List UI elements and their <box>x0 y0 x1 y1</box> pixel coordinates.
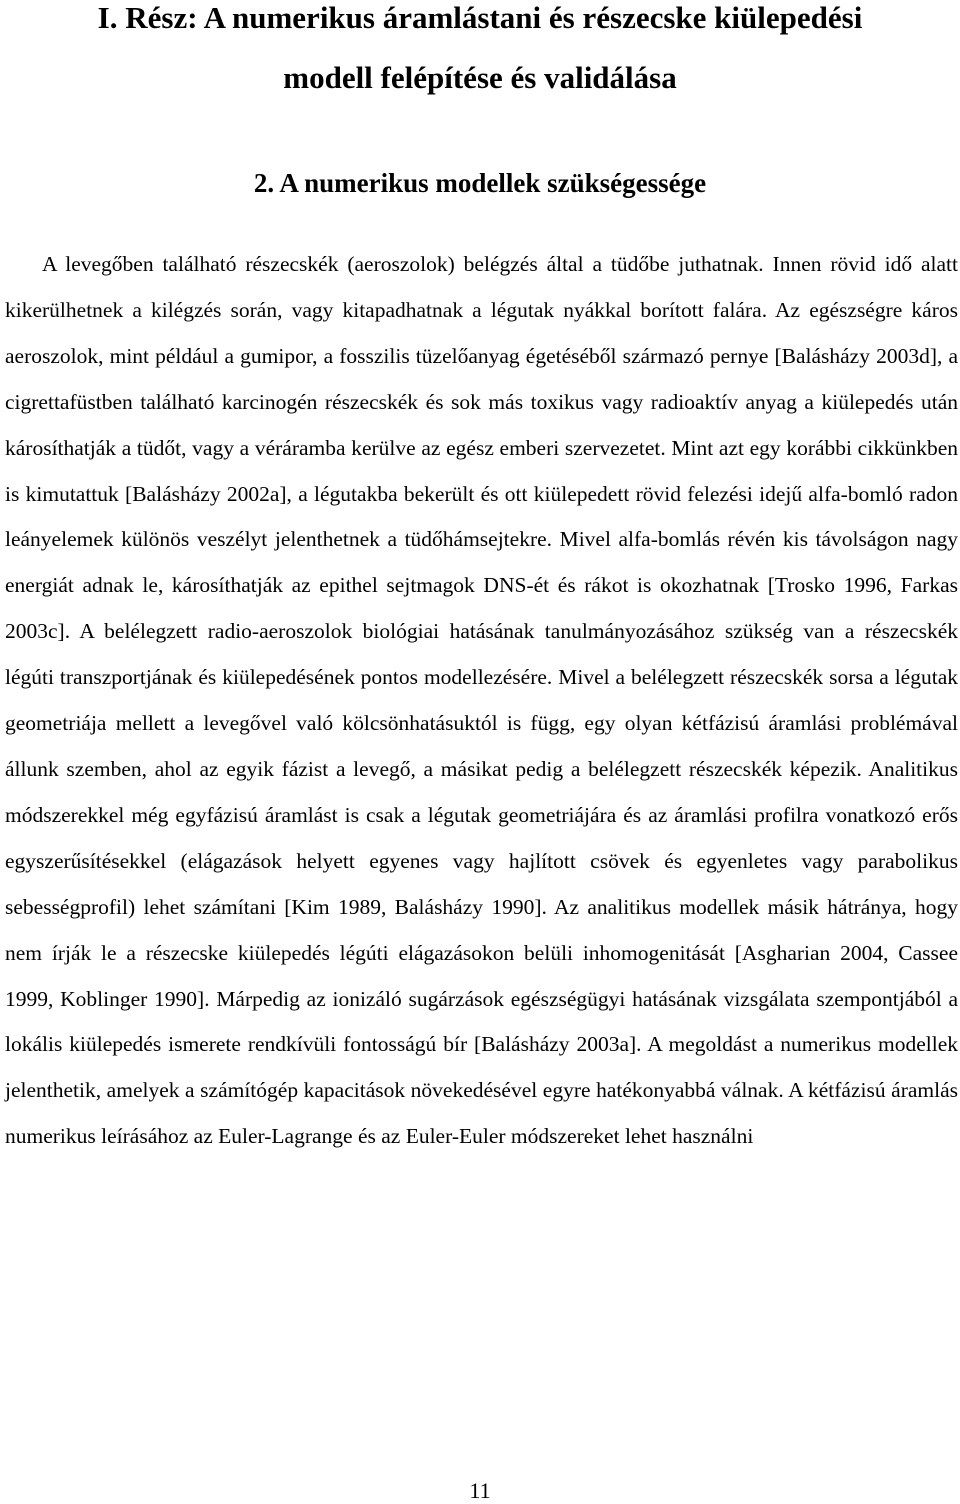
section-heading: 2. A numerikus modellek szükségessége <box>253 168 707 198</box>
chapter-title-line-1: I. Rész: A numerikus áramlástani és részecske kiülepedési <box>97 0 863 35</box>
chapter-title-line-2: modell felépítése és validálása <box>283 60 677 95</box>
body-paragraph: A levegőben található részecskék (aeroszolok) belégzés által a tüdőbe juthatnak. Innen rövid idő alatt kikerülhetnek a kilégzés során, vagy kitapadhatnak a légutak nyákkal borított falára. Az egészségre káros aeroszolok, mint például a gumipor, a fosszilis tüzelőanyag égetéséből származó pernye [Balásházy 2003d], a cigrettafüstben található karcinogén részecskék és sok más toxikus vagy radioaktív anyag a kiülepedés után károsíthatják a tüdőt, vagy a véráramba kerülve az egész emberi szervezetet. Mint azt egy korábbi cikkünkben is kimutattuk [Balásházy 2002a], a légutakba bekerült és ott kiülepedett rövid felezési idejű alfa-bomló radon leányelemek különös veszélyt jelenthetnek a tüdőhámsejtekre. Mivel alfa-bomlás révén kis távolságon nagy energiát adnak le, károsíthatják az epithel sejtmagok DNS-ét és rákot is okozhatnak [Trosko 1996, Farkas 2003c]. A belélegzett radio-aeroszolok biológiai hatásának tanulmányozásához szükség van a részecskék légúti transzportjának és kiülepedésének pontos modellezésére. Mivel a belélegzett részecskék sorsa a légutak geometriája mellett a levegővel való kölcsönhatásuktól is függ, egy olyan kétfázisú áramlási problémával állunk szemben, ahol az egyik fázist a levegő, a másikat pedig a belélegzett részecskék képezik. Analitikus módszerekkel még egyfázisú áramlást is csak a légutak geometriájára és az áramlási profilra vonatkozó erős egyszerűsítésekkel (elágazások helyett egyenes vagy hajlított csövek és egyenletes vagy parabolikus sebességprofil) lehet számítani [Kim 1989, Balásházy 1990]. Az analitikus modellek másik hátránya, hogy nem írják le a részecske kiülepedés légúti elágazásokon belüli inhomogenitását [Asgharian 2004, Cassee 1999, Koblinger 1990]. Márpedig az ionizáló sugárzások egészségügyi hatásának vizsgálata szempontjából a lokális kiülepedés ismerete rendkívüli fontosságú bír [Balásházy 2003a]. A megoldást a numerikus modellek jelenthetik, amelyek a számítógép kapacitások növekedésével egyre hatékonyabbá válnak. A kétfázisú áramlás numerikus leírásához az Euler-Lagrange és az Euler-Euler módszereket lehet használni <box>5 252 958 1149</box>
page-number: 11 <box>469 1478 491 1503</box>
